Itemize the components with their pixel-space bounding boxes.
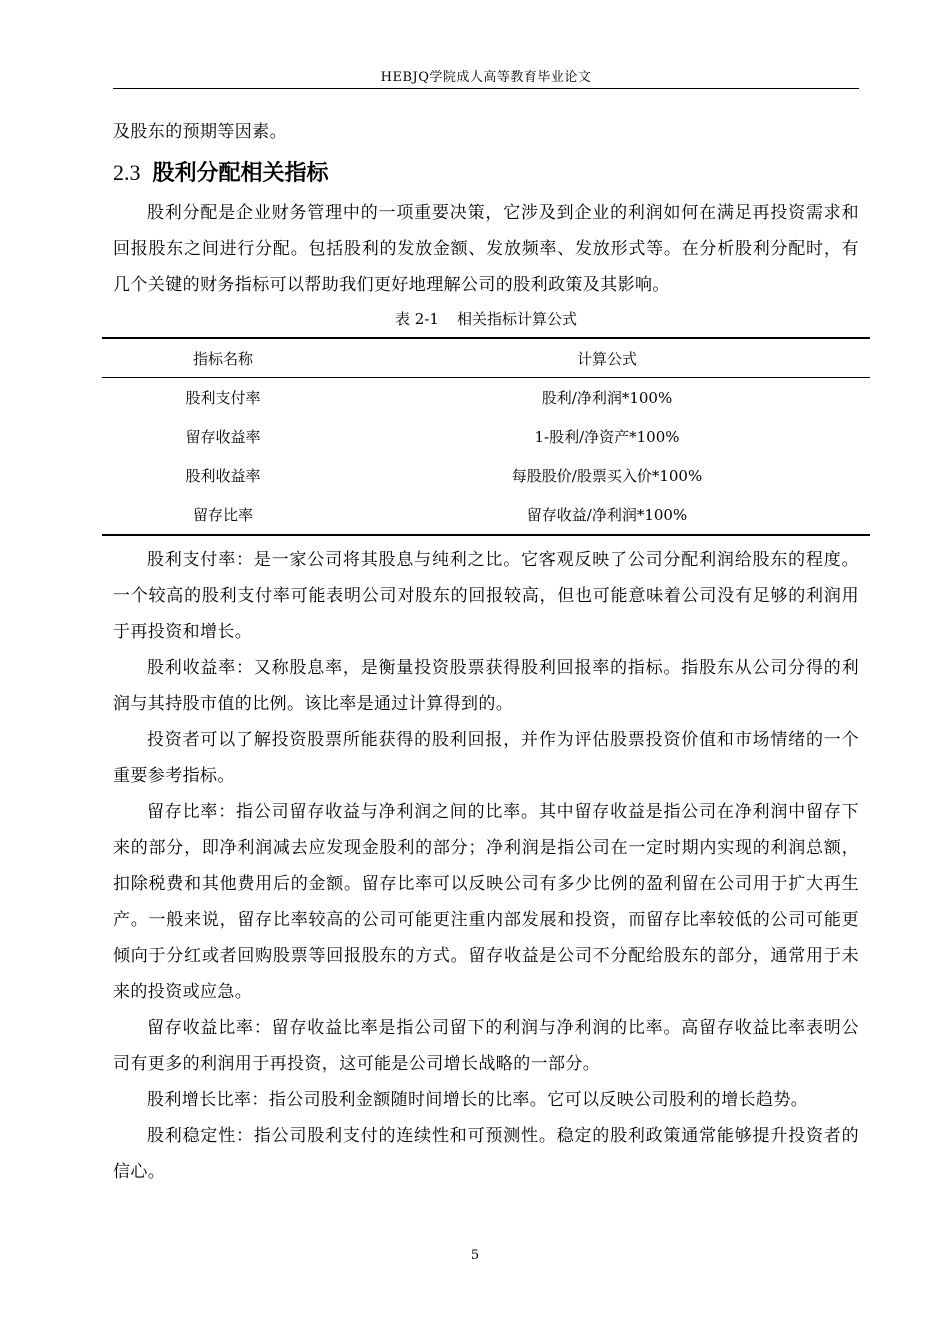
table-caption-title: 相关指标计算公式 [456, 310, 577, 328]
formula-cell: 每股股价/股票买入价*100% [511, 467, 703, 485]
running-header: HEBJQ学院成人高等教育毕业论文 [380, 70, 592, 85]
indicator-name-cell: 留存收益率 [185, 428, 261, 446]
header-formula: 计算公式 [344, 338, 870, 378]
table-row [102, 495, 870, 535]
paragraph-retained-earnings-ratio: 留存收益比率：留存收益比率是指公司留下的利润与净利润的比率。高留存收益比率表明公司有更多的利润用于再投资，这可能是公司增长战略的一部分。 [113, 1018, 859, 1074]
paragraph-payout-ratio: 股利支付率：是一家公司将其股息与纯利之比。它客观反映了公司分配利润给股东的程度。一个较高的股利支付率可能表明公司对股东的回报较高，但也可能意味着公司没有足够的利润用于再投资和增长。 [113, 550, 859, 642]
indicator-name-cell: 留存比率 [102, 495, 344, 535]
paragraph-dividend-yield: 股利收益率：又称股息率，是衡量投资股票获得股利回报率的指标。指股东从公司分得的利润与其持股市值的比例。该比率是通过计算得到的。 [113, 658, 859, 714]
indicator-table [102, 337, 870, 536]
section-heading [113, 154, 859, 193]
formula-cell: 留存收益/净利润*100% [344, 495, 870, 535]
intro-paragraph: 股利分配是企业财务管理中的一项重要决策，它涉及到企业的利润如何在满足再投资需求和回报股东之间进行分配。包括股利的发放金额、发放频率、发放形式等。在分析股利分配时，有几个关键的财务指标可以帮助我们更好地理解公司的股利政策及其影响。 [113, 203, 859, 295]
table-caption [113, 309, 859, 329]
formula-cell: 1-股利/净资产*100% [534, 428, 680, 446]
formula-cell: 股利/净利润*100% [541, 389, 673, 407]
paragraph-dividend-stability: 股利稳定性：指公司股利支付的连续性和可预测性。稳定的股利政策通常能够提升投资者的信心。 [113, 1126, 859, 1182]
header-rule [113, 88, 859, 89]
paragraph-investor-use: 投资者可以了解投资股票所能获得的股利回报，并作为评估股票投资价值和市场情绪的一个重要参考指标。 [113, 730, 859, 786]
section-title: 股利分配相关指标 [152, 161, 329, 186]
page-number: 5 [470, 1248, 480, 1263]
definitions [113, 542, 859, 1190]
paragraph-dividend-growth: 股利增长比率：指公司股利金额随时间增长的比率。它可以反映公司股利的增长趋势。 [147, 1090, 809, 1110]
indicator-name-cell: 股利支付率 [185, 389, 261, 407]
table-row [102, 417, 870, 456]
continuation-text: 及股东的预期等因素。 [113, 122, 287, 142]
table-row [102, 378, 870, 418]
table-header-row [102, 338, 870, 378]
header-indicator-name: 指标名称 [102, 338, 344, 378]
section-number: 2.3 [113, 160, 141, 185]
table-caption-number: 表 2-1 [395, 310, 439, 328]
indicator-name-cell: 股利收益率 [185, 467, 261, 485]
paragraph-retention-ratio: 留存比率：指公司留存收益与净利润之间的比率。其中留存收益是指公司在净利润中留存下来的部分，即净利润减去应发现金股利的部分；净利润是指公司在一定时期内实现的利润总额，扣除税费和其他费用后的金额。留存比率可以反映公司有多少比例的盈利留在公司用于扩大再生产。一般来说，留存比率较高的公司可能更注重内部发展和投资，而留存比率较低的公司可能更倾向于分红或者回购股票等回报股东的方式。留存收益是公司不分配给股东的部分，通常用于未来的投资或应急。 [113, 802, 859, 1002]
table-row [102, 456, 870, 495]
page-body [113, 114, 859, 1190]
